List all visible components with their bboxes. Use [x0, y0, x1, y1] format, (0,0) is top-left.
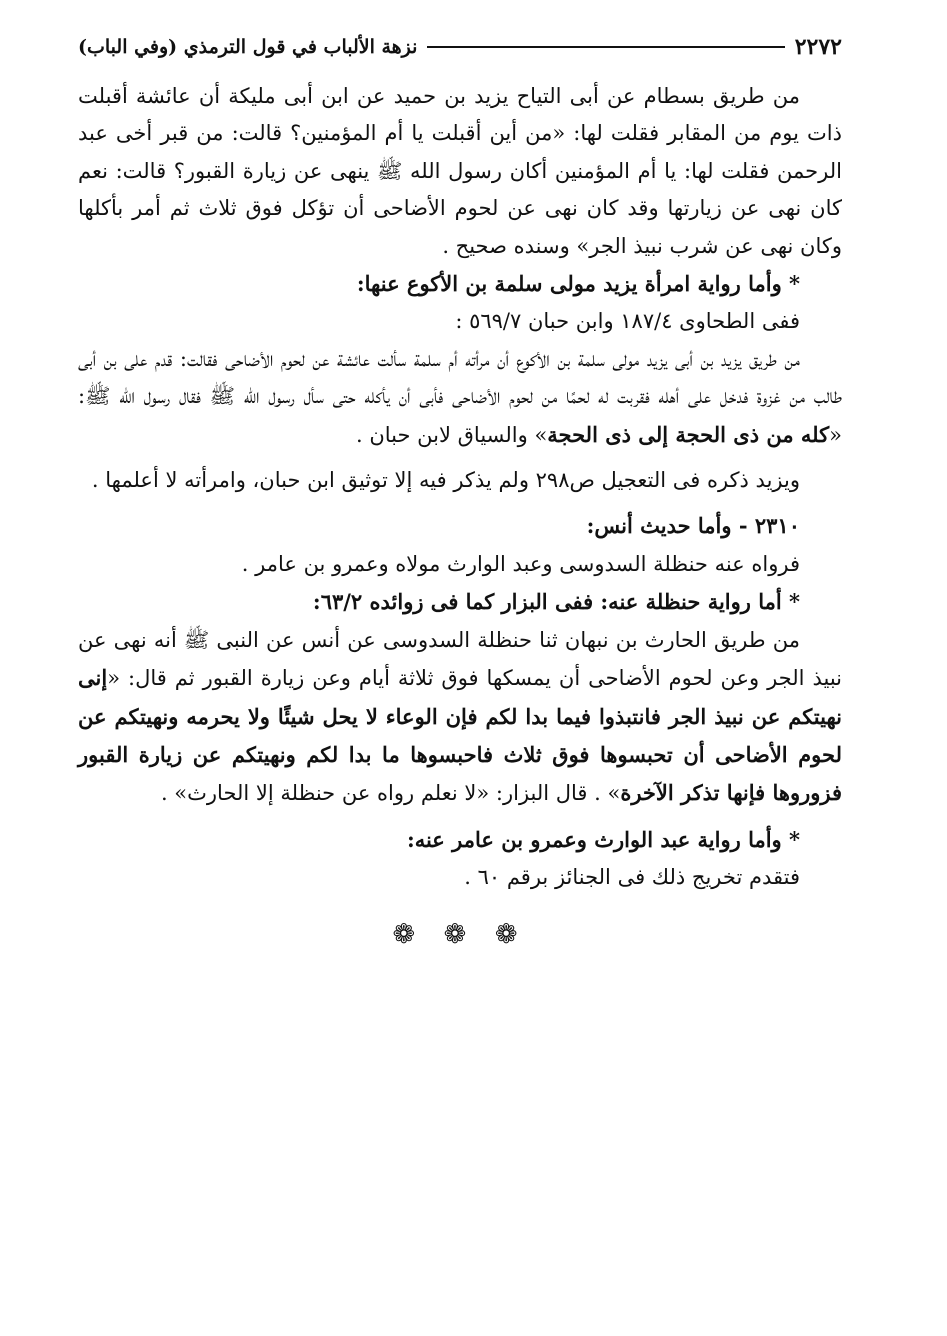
running-title: نزهة الألباب في قول الترمذي (وفي الباب) [78, 36, 418, 58]
paragraph [78, 583, 842, 621]
paragraph [78, 341, 842, 454]
paragraph [78, 265, 842, 303]
bold-text: * وأما رواية عبد الوارث وعمرو بن عامر عنه: [406, 826, 800, 852]
bold-text: * أما رواية حنظلة عنه: ففى البزار كما فى زوائده ٦٣/٢: [312, 589, 800, 615]
paragraph [78, 821, 842, 859]
paragraph [78, 859, 842, 896]
bold-text: إنى نهيتكم عن نبيذ الجر فانتبذوا فيما بدا لكم فإن الوعاء لا يحل شيئًا ولا يحرمه ونهيتكم عن لحوم الأضاحى أن تحبسوها فوق ثلاث فاحبسوها ما بدا لكم ونهيتكم عن زيارة القبور فزوروها فإنها تذكر الآخرة [78, 665, 842, 806]
body-text: فرواه عنه حنظلة السدوسى وعبد الوارث مولاه وعمرو بن عامر . [241, 551, 800, 576]
body-text: فتقدم تخريج ذلك فى الجنائز برقم ٦٠ . [464, 865, 800, 890]
paragraph [78, 622, 842, 813]
header-rule [427, 46, 784, 48]
paragraph [78, 546, 842, 583]
body-text: من طريق بسطام عن أبى التياح يزيد بن حميد عن ابن أبى مليكة أن عائشة أقبلت ذات يوم من المقابر فقلت لها: «من أين أقبلت يا أم المؤمنين؟ قالت: من قبر أخى عبد الرحمن فقلت لها: يا أم المؤمنين أكان رسول الله ﷺ ينهى عن زيارة القبور؟ قالت: نعم كان نهى عن زيارتها وقد كان نهى عن لحوم الأضاحى أن تؤكل فوق ثلاث ثم أمر بأكلها وكان نهى عن شرب نبيذ الجر» وسنده صحيح . [78, 84, 842, 258]
bold-text: ٢٣١٠ - وأما حديث أنس: [586, 513, 800, 539]
body-text: » والسياق لابن حبان . [355, 422, 548, 447]
page-header [78, 30, 842, 64]
paragraph [78, 462, 842, 499]
paragraph [78, 303, 842, 340]
document-body [78, 78, 842, 897]
paragraph-gap [78, 813, 842, 821]
paragraph-gap [78, 499, 842, 507]
body-text: » . قال البزار: «لا نعلم رواه عن حنظلة إلا الحارث» . [160, 781, 621, 806]
body-text: ويزيد ذكره فى التعجيل ص٢٩٨ ولم يذكر فيه إلا توثيق ابن حبان، وامرأته لا أعلمها . [91, 468, 800, 493]
body-text: ففى الطحاوى ١٨٧/٤ وابن حبان ٥٦٩/٧ : [455, 309, 800, 334]
page-number: ٢٢٧٢ [794, 34, 842, 60]
bold-text: * وأما رواية امرأة يزيد مولى سلمة بن الأكوع عنها: [356, 271, 800, 297]
document-page [78, 30, 842, 950]
body-text: من طريق يزيد بن أبى يزيد مولى سلمة بن الأكوع أن مرأته أم سلمة سألت عائشة عن لحوم الأضاحى فقالت: قدم على بن أبى طالب من غزوة فدخل على أهله فقربت له لحمًا من لحوم الأضاحى فأبى أن يأكله حتى سأل رسول الله ﷺ فقال رسول الله ﷺ: « [78, 346, 842, 447]
end-ornament: ❁ ❁ ❁ [392, 918, 528, 950]
paragraph-gap [78, 454, 842, 462]
bold-text: كله من ذى الحجة إلى ذى الحجة [547, 421, 830, 447]
body-text: من طريق الحارث بن نبهان ثنا حنظلة السدوسى عن أنس عن النبى ﷺ أنه نهى عن نبيذ الجر وعن لحوم الأضاحى أن يمسكها فوق ثلاثة أيام وعن زيارة القبور ثم قال: « [78, 627, 842, 691]
paragraph [78, 507, 842, 545]
paragraph [78, 78, 842, 265]
